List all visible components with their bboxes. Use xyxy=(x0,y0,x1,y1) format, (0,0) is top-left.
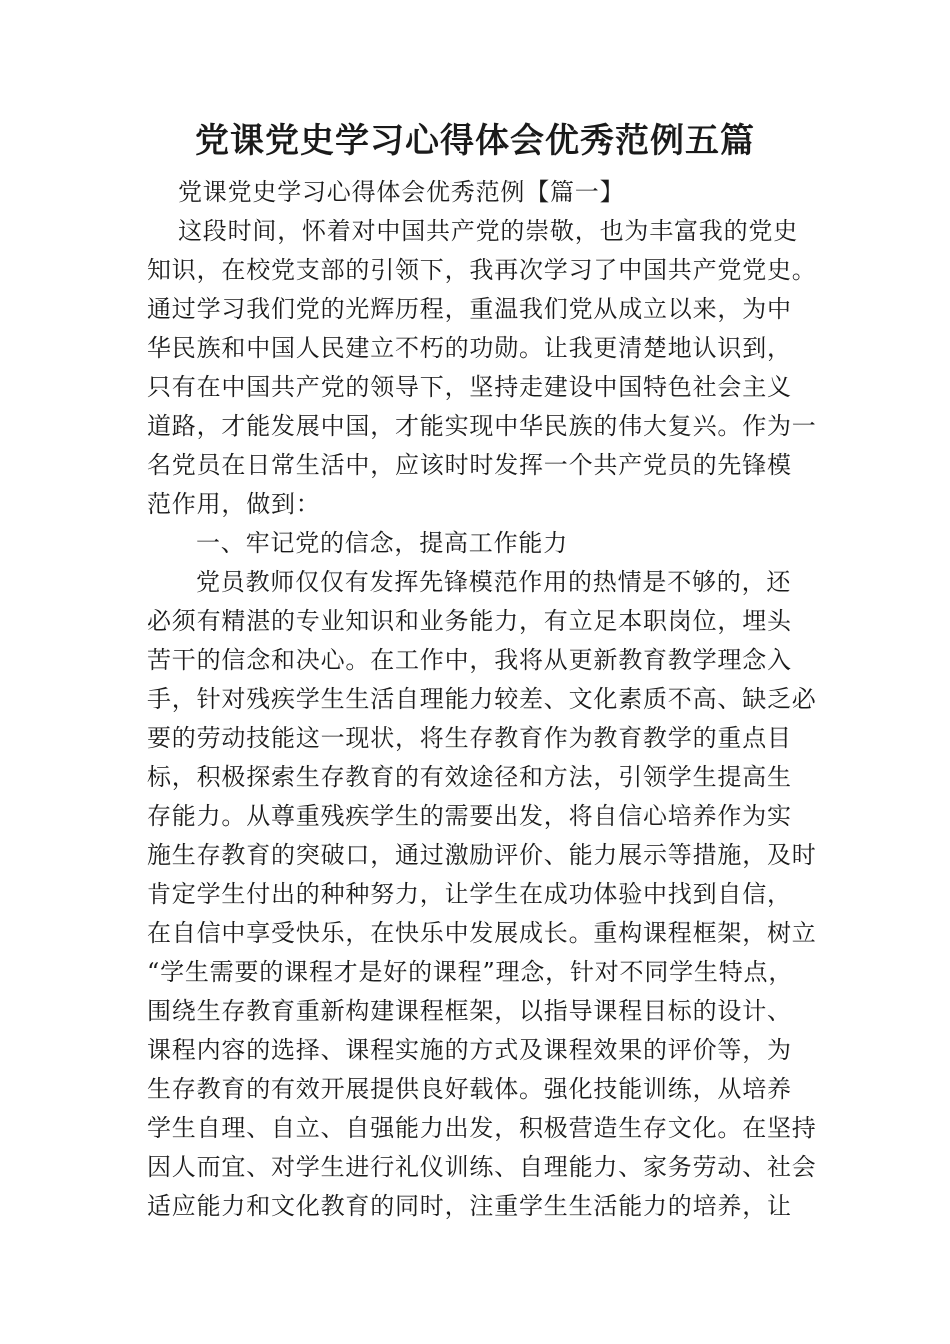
paragraph-line: 这段时间，怀着对中国共产党的崇敬，也为丰富我的党史 xyxy=(178,217,798,245)
paragraph-line: “学生需要的课程才是好的课程”理念，针对不同学生特点， xyxy=(147,958,794,986)
paragraph-line: 党员教师仅仅有发挥先锋模范作用的热情是不够的，还 xyxy=(196,568,792,596)
paragraph-line: 生存教育的有效开展提供良好载体。强化技能训练，从培养 xyxy=(147,1075,792,1103)
paragraph-line: 学生自理、自立、自强能力出发，积极营造生存文化。在坚持 xyxy=(147,1114,817,1142)
paragraph-line: 存能力。从尊重残疾学生的需要出发，将自信心培养作为实 xyxy=(147,802,792,830)
paragraph-line: 只有在中国共产党的领导下，坚持走建设中国特色社会主义 xyxy=(147,373,792,401)
paragraph-line: 知识，在校党支部的引领下，我再次学习了中国共产党党史。 xyxy=(147,256,817,284)
paragraph-line: 苦干的信念和决心。在工作中，我将从更新教育教学理念入 xyxy=(147,646,792,674)
paragraph-line: 肯定学生付出的种种努力，让学生在成功体验中找到自信， xyxy=(147,880,792,908)
paragraph-line: 在自信中享受快乐，在快乐中发展成长。重构课程框架，树立 xyxy=(147,919,817,947)
paragraph-line: 要的劳动技能这一现状，将生存教育作为教育教学的重点目 xyxy=(147,724,792,752)
document-title: 党课党史学习心得体会优秀范例五篇 xyxy=(195,121,755,161)
section-heading: 一、牢记党的信念，提高工作能力 xyxy=(196,529,568,557)
paragraph-line: 华民族和中国人民建立不朽的功勋。让我更清楚地认识到， xyxy=(147,334,792,362)
paragraph-line: 适应能力和文化教育的同时，注重学生生活能力的培养，让 xyxy=(147,1192,792,1220)
paragraph-line: 因人而宜、对学生进行礼仪训练、自理能力、家务劳动、社会 xyxy=(147,1153,817,1181)
paragraph-line: 道路，才能发展中国，才能实现中华民族的伟大复兴。作为一 xyxy=(147,412,817,440)
paragraph-line: 围绕生存教育重新构建课程框架，以指导课程目标的设计、 xyxy=(147,997,792,1025)
paragraph-line: 课程内容的选择、课程实施的方式及课程效果的评价等，为 xyxy=(147,1036,792,1064)
paragraph-line: 施生存教育的突破口，通过激励评价、能力展示等措施，及时 xyxy=(147,841,817,869)
paragraph-line: 标，积极探索生存教育的有效途径和方法，引领学生提高生 xyxy=(147,763,792,791)
paragraph-line: 名党员在日常生活中，应该时时发挥一个共产党员的先锋模 xyxy=(147,451,792,479)
paragraph-line: 必须有精湛的专业知识和业务能力，有立足本职岗位，埋头 xyxy=(147,607,792,635)
paragraph-line: 范作用，做到： xyxy=(147,490,321,518)
section-subtitle: 党课党史学习心得体会优秀范例【篇一】 xyxy=(178,178,625,206)
paragraph-line: 手，针对残疾学生生活自理能力较差、文化素质不高、缺乏必 xyxy=(147,685,817,713)
paragraph-line: 通过学习我们党的光辉历程，重温我们党从成立以来，为中 xyxy=(147,295,792,323)
